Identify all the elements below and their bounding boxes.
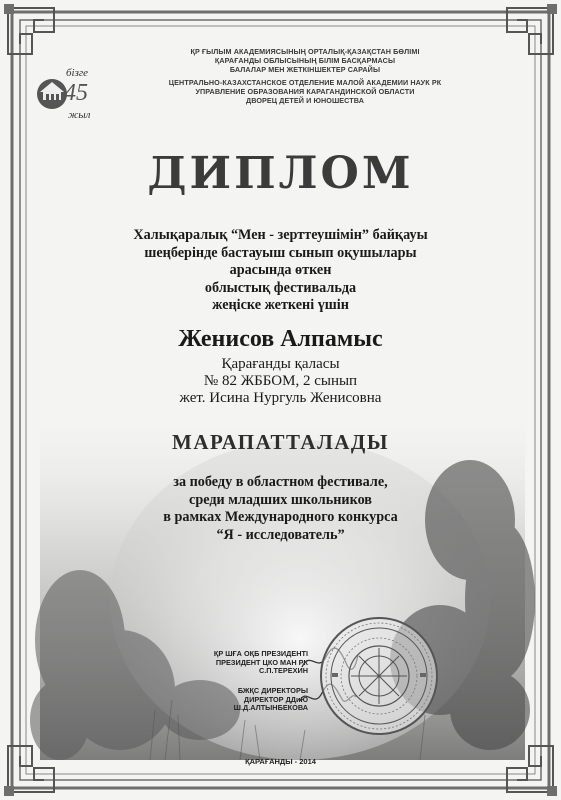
awards-heading: МАРАПАТТАЛАДЫ [172, 430, 389, 454]
kazakh-award-text [0, 227, 561, 315]
header-kz-line: ҚР ҒЫЛЫМ АКАДЕМИЯСЫНЫҢ ОРТАЛЫҚ-ҚАЗАҚСТАН БӨЛІМІ [190, 47, 420, 56]
recipient-name: Женисов Алпамыс [178, 326, 383, 352]
kz-text-line: Халықаралық “Мен - зерттеушімін” байқауы [133, 227, 428, 243]
header-kz-line: ҚАРАҒАНДЫ ОБЛЫСЫНЫҢ БІЛІМ БАСҚАРМАСЫ [214, 56, 396, 65]
header-kazakh [95, 47, 515, 74]
ru-text-line: за победу в областном фестивале, [173, 474, 388, 490]
school-info [0, 356, 561, 407]
official-seal-stamp [318, 615, 440, 737]
signature-line: Ш.Д.АЛТЫНБЕКОВА [233, 703, 308, 713]
signature-president [200, 650, 308, 676]
signature-line: БЖҚС ДИРЕКТОРЫ [237, 686, 308, 695]
school-info-line: Қарағанды қаласы [221, 356, 340, 372]
diploma-title: ДИПЛОМ [147, 148, 414, 199]
logo-bottom-text: жыл [68, 109, 91, 121]
kz-text-line: жеңіске жеткені үшін [212, 297, 349, 313]
city-year-footer: ҚАРАҒАНДЫ - 2014 [245, 757, 316, 766]
kz-text-line: облыстық фестивальда [204, 279, 357, 296]
school-info-line: № 82 ЖББОМ, 2 сынып [203, 373, 358, 389]
signature-line: С.П.ТЕРЕХИН [258, 666, 308, 676]
header-ru-line: УПРАВЛЕНИЕ ОБРАЗОВАНИЯ КАРАГАНДИНСКОЙ ОБЛАСТИ [195, 87, 415, 96]
signature-director [200, 687, 308, 713]
ru-text-line: “Я - исследователь” [216, 526, 345, 543]
header-ru-line: ЦЕНТРАЛЬНО-КАЗАХСТАНСКОЕ ОТДЕЛЕНИЕ МАЛОЙ АКАДЕМИИ НАУК РК [168, 78, 442, 87]
ru-text-line: в рамках Международного конкурса [163, 509, 398, 525]
kz-text-line: арасында өткен [229, 262, 332, 278]
signature-line: ҚР ШҒА ОҚБ ПРЕЗИДЕНТІ [213, 649, 308, 658]
school-info-line: жет. Исина Нургуль Женисовна [179, 390, 382, 406]
header-ru-line: ДВОРЕЦ ДЕТЕЙ И ЮНОШЕСТВА [245, 96, 365, 105]
signature-line: ПРЕЗИДЕНТ ЦКО МАН РК [215, 657, 308, 667]
logo-number: 45 [64, 80, 88, 106]
signature-line: ДИРЕКТОР ДДиЮ [243, 694, 308, 704]
header-kz-line: БАЛАЛАР МЕН ЖЕТКІНШЕКТЕР САРАЙЫ [229, 65, 381, 74]
logo-top-text: бізге [66, 67, 89, 79]
ru-text-line: среди младших школьников [189, 491, 372, 508]
palace-anniversary-logo [30, 58, 100, 128]
russian-award-text [0, 474, 561, 544]
header-russian [95, 78, 515, 105]
kz-text-line: шеңберінде бастауыш сынып оқушылары [144, 244, 417, 261]
